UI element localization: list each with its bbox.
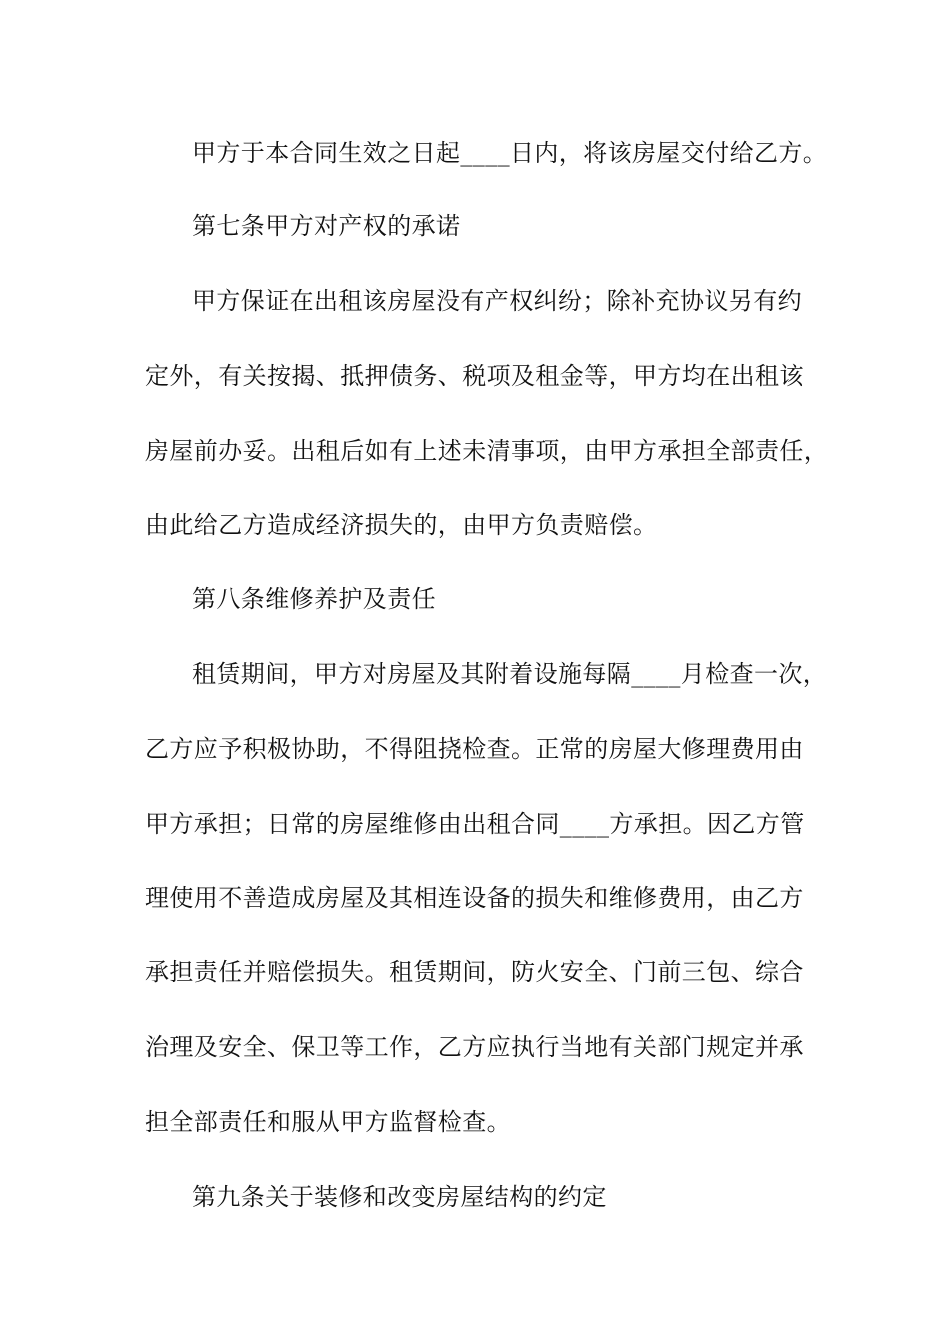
paragraph-line: 担全部责任和服从甲方监督检查。 xyxy=(145,1108,511,1136)
section-heading: 第七条甲方对产权的承诺 xyxy=(192,212,461,240)
paragraph-line: 由此给乙方造成经济损失的，由甲方负责赔偿。 xyxy=(145,511,658,539)
section-heading: 第九条关于装修和改变房屋结构的约定 xyxy=(192,1183,607,1211)
paragraph-line: 定外，有关按揭、抵押债务、税项及租金等，甲方均在出租该 xyxy=(145,362,804,390)
paragraph-line: 租赁期间，甲方对房屋及其附着设施每隔____月检查一次， xyxy=(192,660,828,688)
paragraph-line: 理使用不善造成房屋及其相连设备的损失和维修费用，由乙方 xyxy=(145,884,804,912)
paragraph-line: 承担责任并赔偿损失。租赁期间，防火安全、门前三包、综合 xyxy=(145,958,804,986)
paragraph-line: 治理及安全、保卫等工作，乙方应执行当地有关部门规定并承 xyxy=(145,1033,804,1061)
paragraph-line: 甲方保证在出租该房屋没有产权纠纷；除补充协议另有约 xyxy=(192,287,802,315)
section-heading: 第八条维修养护及责任 xyxy=(192,585,436,613)
paragraph-line: 乙方应予积极协助，不得阻挠检查。正常的房屋大修理费用由 xyxy=(145,735,804,763)
paragraph-line: 房屋前办妥。出租后如有上述未清事项，由甲方承担全部责任， xyxy=(145,437,829,465)
paragraph-line: 甲方承担；日常的房屋维修由出租合同____方承担。因乙方管 xyxy=(145,810,805,838)
paragraph-line: 甲方于本合同生效之日起____日内，将该房屋交付给乙方。 xyxy=(192,139,828,167)
